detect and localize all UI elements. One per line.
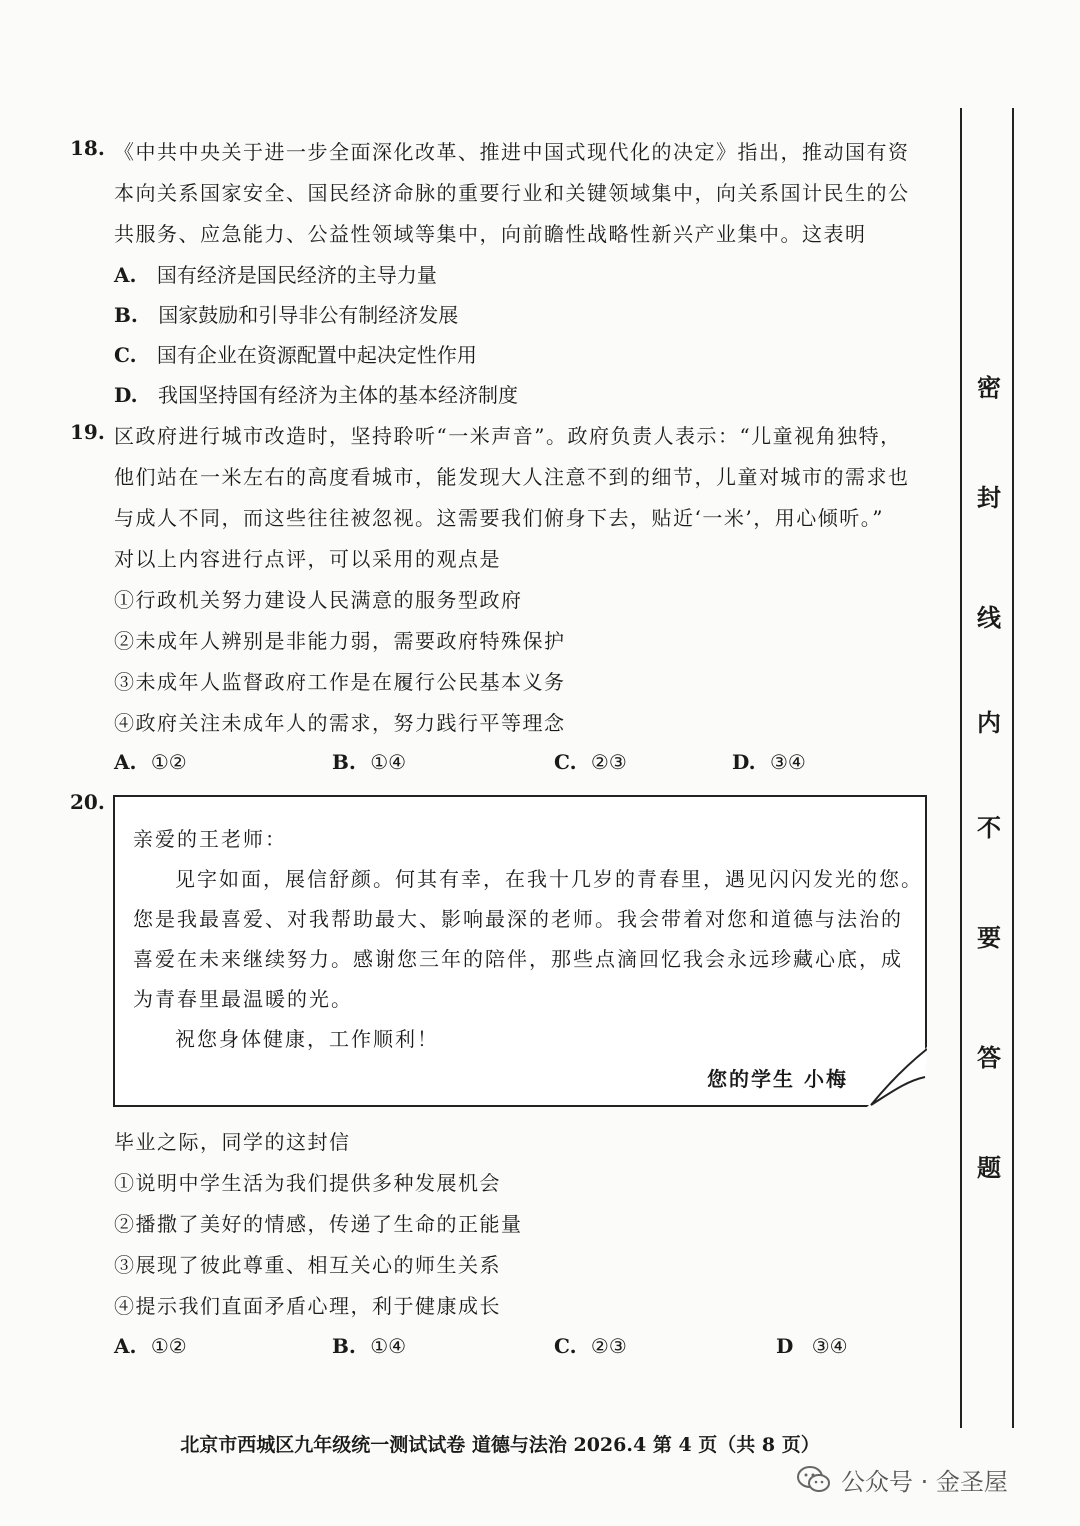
page-curl-icon bbox=[867, 1047, 927, 1107]
statement: ①说明中学生活为我们提供多种发展机会 bbox=[114, 1171, 501, 1195]
choice-b[interactable] bbox=[332, 750, 406, 774]
option-label: C. bbox=[114, 343, 137, 367]
watermark-text: 公众号 · 金圣屋 bbox=[841, 1468, 1008, 1496]
option-label: B. bbox=[114, 303, 138, 327]
choice-text: ①② bbox=[150, 750, 187, 774]
statement: ③未成年人监督政府工作是在履行公民基本义务 bbox=[114, 670, 566, 694]
seal-word: 线 bbox=[977, 603, 1001, 632]
choice-text: ③④ bbox=[769, 750, 806, 774]
option-text: 国家鼓励和引导非公有制经济发展 bbox=[158, 303, 459, 327]
choice-d[interactable] bbox=[776, 1334, 848, 1358]
choice-label: C. bbox=[554, 1334, 577, 1358]
choice-label: D. bbox=[732, 750, 756, 774]
option-text: 国有经济是国民经济的主导力量 bbox=[156, 263, 437, 287]
question-number: 19. bbox=[70, 420, 105, 444]
choice-label: B. bbox=[332, 1334, 356, 1358]
letter-body-line: 见字如面，展信舒颜。何其有幸，在我十几岁的青春里，遇见闪闪发光的您。 bbox=[175, 867, 923, 891]
letter-signature: 您的学生 小梅 bbox=[707, 1067, 848, 1091]
option-text: 国有企业在资源配置中起决定性作用 bbox=[156, 343, 477, 367]
choice-c[interactable] bbox=[554, 750, 627, 774]
seal-word: 题 bbox=[977, 1153, 1001, 1182]
question-text-line: 《中共中央关于进一步全面深化改革、推进中国式现代化的决定》指出，推动国有资 bbox=[114, 140, 910, 164]
choice-c[interactable] bbox=[554, 1334, 627, 1358]
statement: ④提示我们直面矛盾心理，利于健康成长 bbox=[114, 1294, 501, 1318]
question-text-line: 他们站在一米左右的高度看城市，能发现大人注意不到的细节，儿童对城市的需求也 bbox=[114, 465, 910, 489]
question-text-line: 区政府进行城市改造时，坚持聆听“一米声音”。政府负责人表示：“儿童视角独特， bbox=[114, 424, 902, 448]
seal-line-right bbox=[1012, 108, 1014, 1428]
question-number: 18. bbox=[70, 136, 105, 160]
question-18 bbox=[70, 136, 940, 406]
letter-body-line: 您是我最喜爱、对我帮助最大、影响最深的老师。我会带着对您和道德与法治的 bbox=[133, 907, 903, 931]
letter-box bbox=[113, 795, 927, 1107]
seal-word: 不 bbox=[977, 813, 1001, 842]
letter-greeting: 亲爱的王老师： bbox=[133, 827, 287, 851]
question-number: 20. bbox=[70, 790, 105, 814]
question-text-line: 对以上内容进行点评，可以采用的观点是 bbox=[114, 547, 501, 571]
choice-text: ①④ bbox=[370, 1334, 407, 1358]
choice-label: C. bbox=[554, 750, 577, 774]
choice-label: D bbox=[776, 1334, 794, 1358]
choice-label: B. bbox=[332, 750, 356, 774]
seal-word: 封 bbox=[977, 483, 1001, 512]
question-text-line: 与成人不同，而这些往往被忽视。这需要我们俯身下去，贴近‘一米’，用心倾听。” bbox=[114, 506, 884, 530]
letter-body-line: 喜爱在未来继续努力。感谢您三年的陪伴，那些点滴回忆我会永远珍藏心底，成 bbox=[133, 947, 903, 971]
choice-text: ③④ bbox=[811, 1334, 848, 1358]
statement: ④政府关注未成年人的需求，努力践行平等理念 bbox=[114, 711, 566, 735]
choice-a[interactable] bbox=[114, 1334, 187, 1358]
option-text: 我国坚持国有经济为主体的基本经济制度 bbox=[157, 383, 518, 407]
seal-word: 答 bbox=[977, 1043, 1001, 1072]
option-c[interactable] bbox=[114, 339, 477, 368]
choice-d[interactable] bbox=[732, 750, 806, 774]
choice-text: ①② bbox=[150, 1334, 187, 1358]
seal-word: 要 bbox=[977, 923, 1001, 952]
option-b[interactable] bbox=[114, 299, 458, 328]
question-stem: 毕业之际，同学的这封信 bbox=[114, 1130, 351, 1154]
statement: ②未成年人辨别是非能力弱，需要政府特殊保护 bbox=[114, 629, 566, 653]
option-d[interactable] bbox=[114, 379, 518, 408]
choice-label: A. bbox=[114, 750, 137, 774]
seal-word: 内 bbox=[977, 708, 1001, 737]
seal-word: 密 bbox=[977, 373, 1001, 402]
choice-b[interactable] bbox=[332, 1334, 406, 1358]
watermark bbox=[797, 1462, 1008, 1502]
statement: ②播撒了美好的情感，传递了生命的正能量 bbox=[114, 1212, 523, 1236]
question-text-line: 本向关系国家安全、国民经济命脉的重要行业和关键领域集中，向关系国计民生的公 bbox=[114, 181, 910, 205]
option-label: D. bbox=[114, 383, 138, 407]
seal-line-left bbox=[960, 108, 962, 1428]
letter-closing: 祝您身体健康，工作顺利！ bbox=[175, 1027, 439, 1051]
option-a[interactable] bbox=[114, 259, 437, 288]
seal-line-sidebar bbox=[952, 108, 1022, 1428]
letter-body-line: 为青春里最温暖的光。 bbox=[133, 987, 353, 1011]
choice-text: ②③ bbox=[590, 1334, 627, 1358]
question-text-line: 共服务、应急能力、公益性领域等集中，向前瞻性战略性新兴产业集中。这表明 bbox=[114, 222, 867, 246]
choice-text: ②③ bbox=[590, 750, 627, 774]
choice-text: ①④ bbox=[370, 750, 407, 774]
choice-label: A. bbox=[114, 1334, 137, 1358]
statement: ①行政机关努力建设人民满意的服务型政府 bbox=[114, 588, 523, 612]
choice-a[interactable] bbox=[114, 750, 187, 774]
question-19 bbox=[70, 420, 940, 780]
statement: ③展现了彼此尊重、相互关心的师生关系 bbox=[114, 1253, 501, 1277]
wechat-icon bbox=[797, 1465, 831, 1495]
question-20-body bbox=[70, 1126, 940, 1366]
option-label: A. bbox=[114, 263, 137, 287]
page-footer: 北京市西城区九年级统一测试试卷 道德与法治 2026.4 第 4 页（共 8 页） bbox=[180, 1434, 820, 1456]
